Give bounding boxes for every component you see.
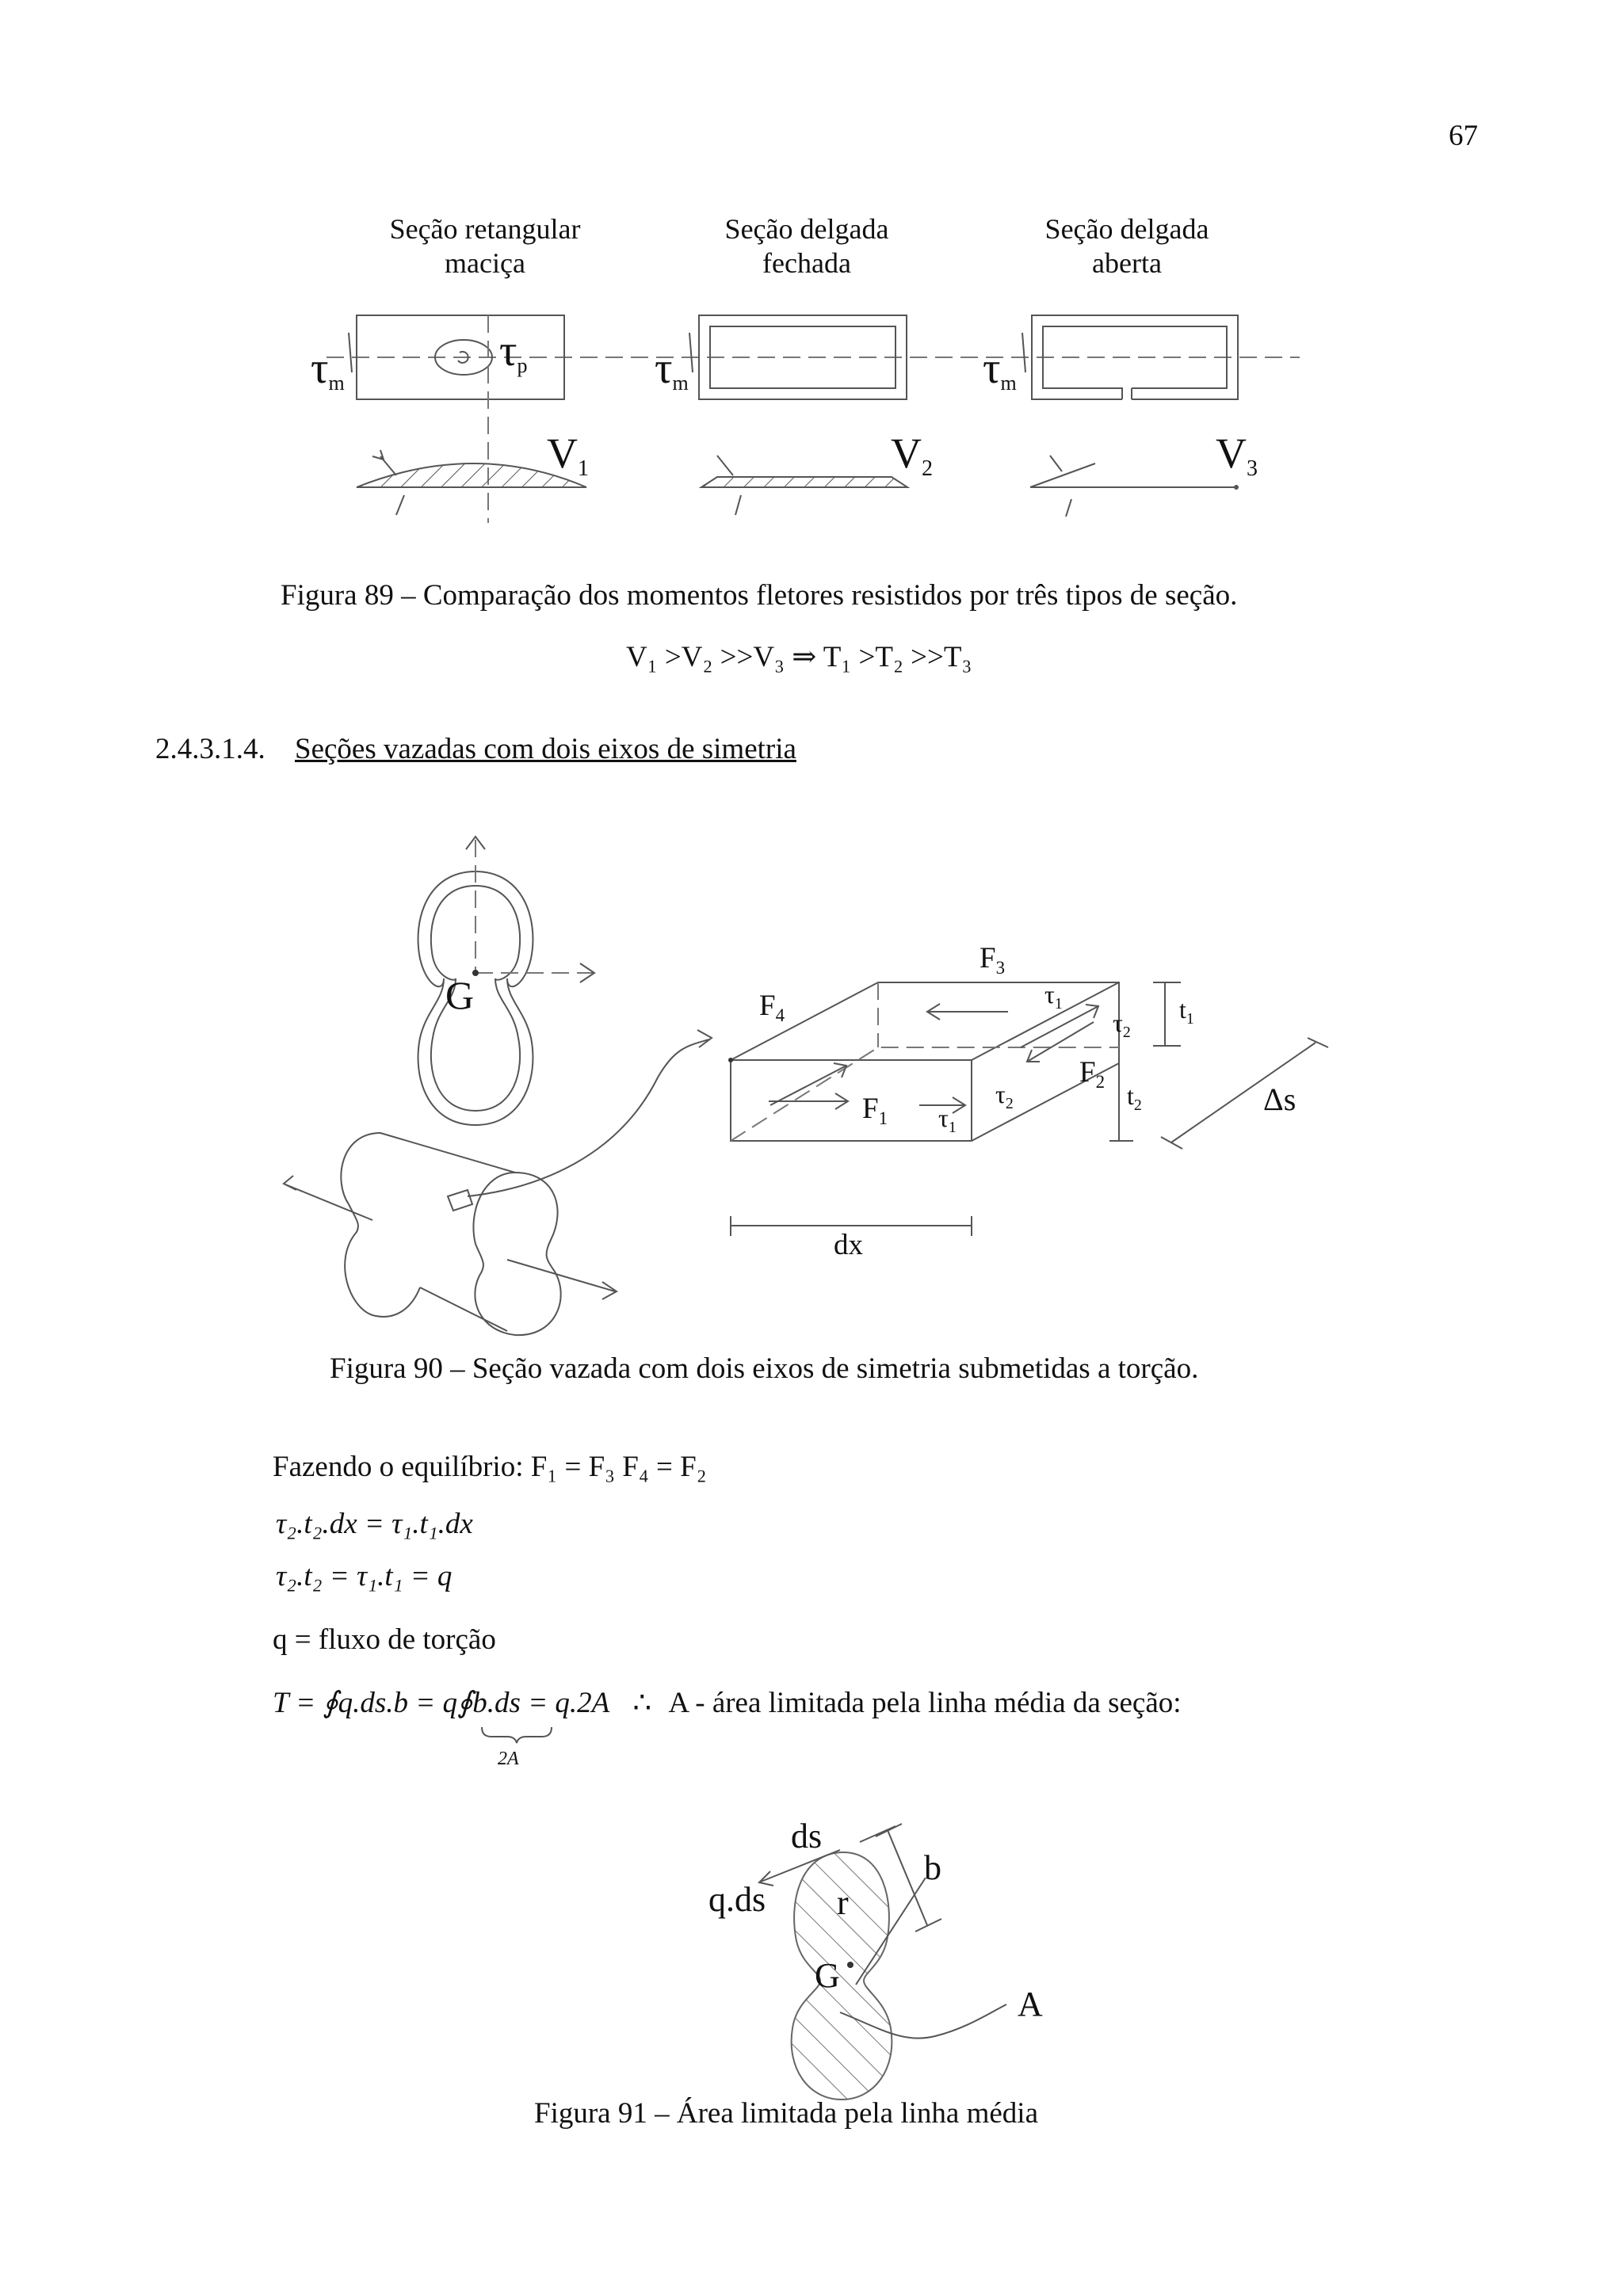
v1-label: $V_1$ (547, 429, 589, 481)
header-thin-closed: Seção delgada fechada (724, 213, 889, 280)
r-label: r (837, 1883, 849, 1922)
tau-m-2: $\tau_m$ (655, 344, 689, 395)
equation-1: τ₂.t₂.dx = τ₁.t₁.dx (276, 1508, 473, 1540)
header-thin-open: Seção delgada aberta (1044, 213, 1209, 280)
f2-label: $F_2$ (1079, 1056, 1106, 1093)
figure-90-caption: Figura 90 – Seção vazada com dois eixos de simetria submetidas a torção. (330, 1352, 1199, 1385)
section-number: 2.4.3.1.4. (155, 733, 265, 765)
section-title: Seções vazadas com dois eixos de simetria (295, 733, 796, 765)
qds-label: q.ds (708, 1880, 766, 1919)
delta-s-label: Δs (1263, 1081, 1296, 1117)
f4-label: $F_4$ (759, 990, 785, 1026)
therefore-symbol: ∴ (632, 1687, 652, 1719)
f1-label: $F_1$ (862, 1093, 888, 1129)
t1-label: $t_1$ (1179, 995, 1194, 1028)
tau1-front: $\tau_1$ (938, 1104, 957, 1136)
tau-m-1: $\tau_m$ (311, 344, 345, 395)
dx-label: dx (834, 1229, 863, 1261)
q-definition: q = fluxo de torção (273, 1623, 496, 1656)
b-label: b (924, 1848, 941, 1887)
f3-label: $F_3$ (980, 942, 1006, 978)
area-a-label: A (1018, 1985, 1043, 2023)
tau2-right: $\tau_2$ (1113, 1009, 1131, 1041)
equation-2: τ₂.t₂ = τ₁.t₁ = q (276, 1560, 453, 1592)
equilibrium-line: Fazendo o equilíbrio: F₁ = F₃ F₄ = F₂ (273, 1451, 707, 1483)
header-solid-rect: Seção retangular maciça (389, 213, 581, 280)
tau2-front: $\tau_2$ (995, 1080, 1014, 1112)
area-description: A - área limitada pela linha média da seção: (668, 1687, 1182, 1719)
v3-label: $V_3$ (1216, 429, 1258, 481)
ds-label: ds (791, 1817, 823, 1855)
v2-label: $V_2$ (891, 429, 933, 481)
brace-label: 2A (498, 1749, 519, 1769)
tau1-top: $\tau_1$ (1044, 980, 1063, 1013)
page-number: 67 (1449, 120, 1478, 152)
tau-p: $\tau_p$ (499, 326, 528, 378)
figure-89-caption: Figura 89 – Comparação dos momentos fletores resistidos por três tipos de seção. (281, 579, 1238, 612)
relation-line: V₁ >V₂ >>V₃ ⇒ T₁ >T₂ >>T₃ (626, 641, 972, 673)
centroid-label: G (445, 973, 475, 1017)
torque-equation: T = ∮q.ds.b = q∮b.ds = q.2A (273, 1687, 610, 1719)
t2-label: $t_2$ (1127, 1081, 1142, 1114)
figure-91-caption: Figura 91 – Área limitada pela linha média (534, 2097, 1038, 2130)
centroid-g-label: G (815, 1956, 840, 1995)
tau-m-3: $\tau_m$ (983, 344, 1017, 395)
